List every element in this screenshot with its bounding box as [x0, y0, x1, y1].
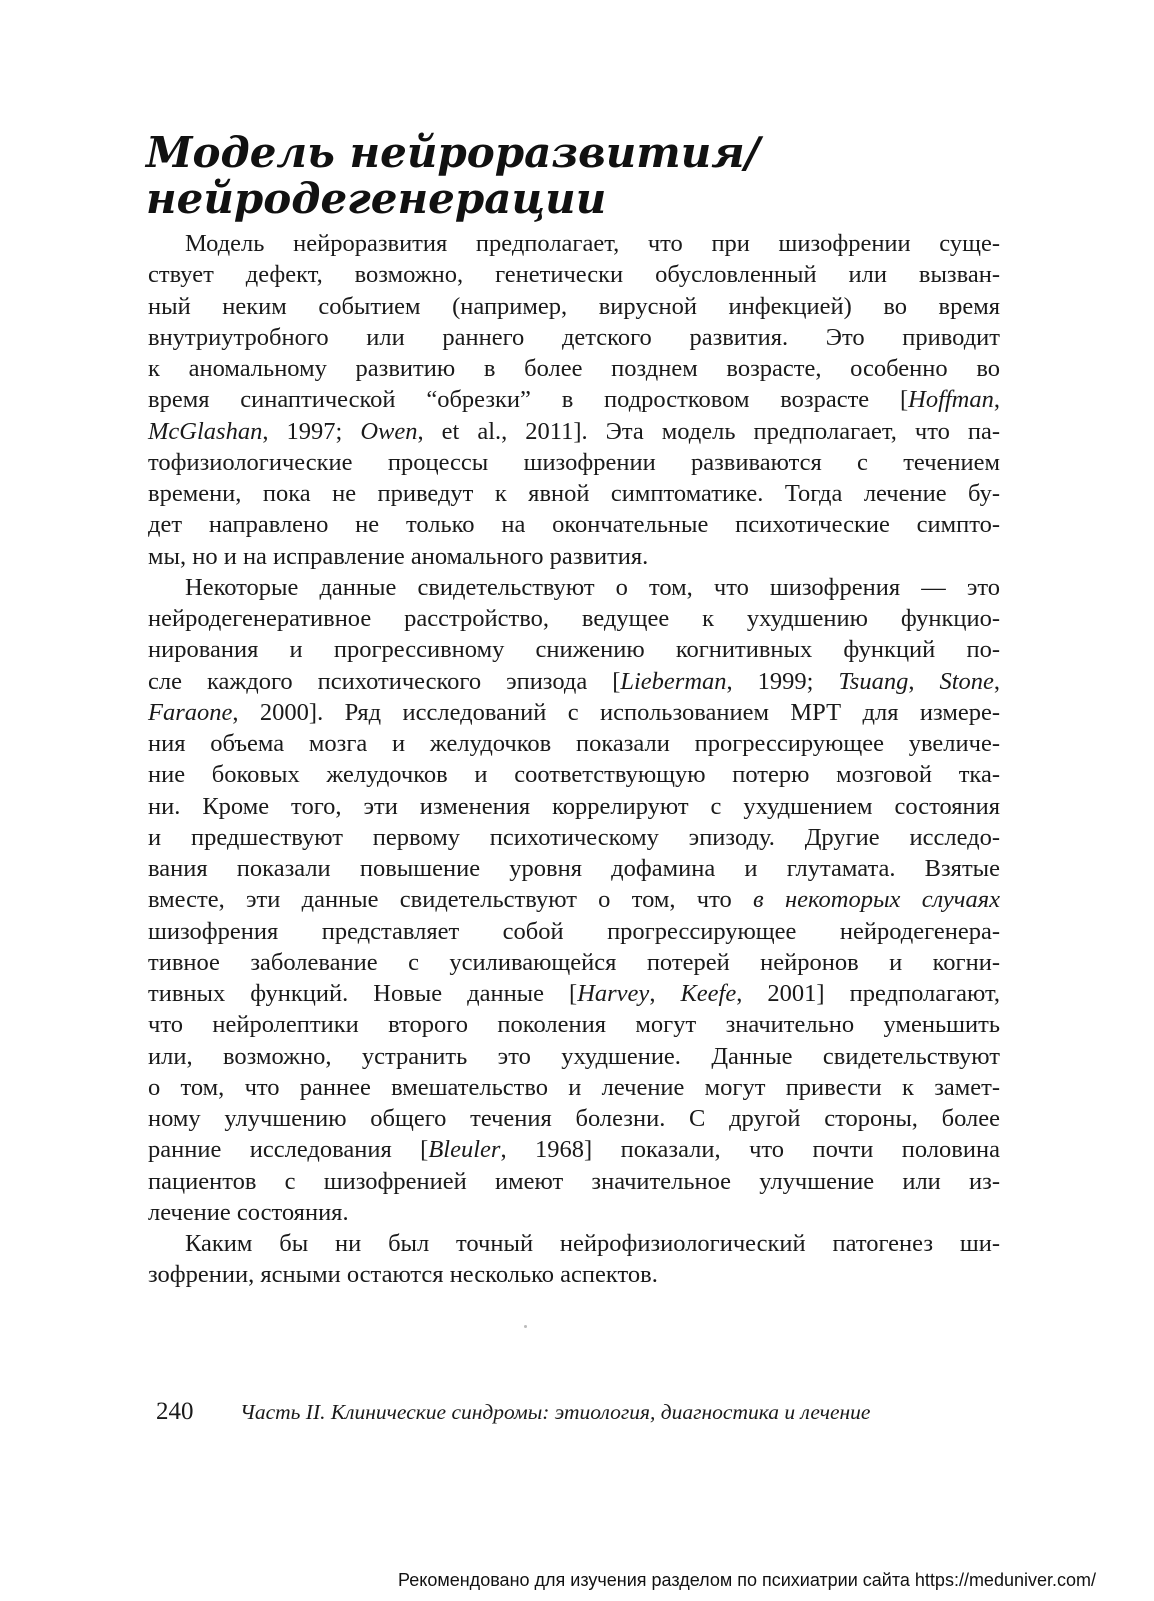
italic-citation: Bleuler: [428, 1136, 501, 1164]
italic-citation: Keefe: [680, 980, 737, 1007]
text-line: ный неким событием (например, вирусной инфекцией) во время: [148, 292, 1000, 320]
text-line: ния объема мозга и желудочков показали прогрессирующее увеличе-: [148, 730, 1000, 757]
text-segment: , 2000]. Ряд исследований с использованием МРТ для измере-: [232, 698, 1000, 726]
paragraph-2: [148, 572, 1000, 1228]
text-line: шизофрения представляет собой прогрессирующее нейродегенера-: [148, 917, 1000, 945]
text-segment: ранние исследования [: [148, 1136, 429, 1164]
watermark-text: Рекомендовано для изучения разделом по психиатрии сайта https://meduniver.com/: [398, 1570, 1096, 1590]
text-line: и предшествуют первому психотическому эпизоду. Другие исследо-: [148, 823, 1000, 851]
speck: [524, 1325, 527, 1328]
text-segment: , 1997;: [262, 417, 361, 445]
text-line: или, возможно, устранить это ухудшение. Данные свидетельствуют: [148, 1042, 1000, 1070]
italic-citation: Tsuang: [838, 667, 909, 695]
text-line: тофизиологические процессы шизофрении развиваются с течением: [148, 448, 1000, 476]
text-segment: , 1999;: [726, 667, 839, 695]
text-line: [148, 1134, 1000, 1165]
text-line: ствует дефект, возможно, генетически обусловленный или вызван-: [148, 261, 1000, 289]
text-line: тивное заболевание с усиливающейся потерей нейронов и когни-: [148, 948, 1000, 976]
body-text: [148, 228, 1000, 1291]
text-line: ние боковых желудочков и соответствующую потерю мозговой тка-: [148, 761, 1000, 789]
text-line: вания показали повышение уровня дофамина и глутамата. Взятые: [148, 855, 1000, 882]
text-line: [148, 697, 1000, 728]
section-title-line-1: Модель нейроразвития/: [146, 128, 761, 177]
text-line: к аномальному развитию в более позднем возрасте, особенно во: [148, 355, 1000, 382]
text-line: ни. Кроме того, эти изменения коррелируют с ухудшением состояния: [148, 792, 1000, 820]
text-line: о том, что раннее вмешательство и лечение могут привести к замет-: [148, 1073, 1000, 1101]
text-line: [148, 978, 1000, 1009]
text-segment: ,: [908, 667, 940, 695]
italic-citation: McGlashan: [148, 417, 263, 445]
text-line: нейродегенеративное расстройство, ведущее к ухудшению функцио-: [148, 605, 1000, 632]
text-line: что нейролептики второго поколения могут значительно уменьшить: [148, 1011, 1000, 1039]
text-segment: ,: [993, 386, 1000, 414]
paragraph-3: [148, 1228, 1000, 1291]
text-line: внутриутробного или раннего детского развития. Это приводит: [148, 323, 1000, 351]
text-line: [148, 666, 1000, 697]
text-line: лечение состояния.: [148, 1198, 349, 1226]
section-title: [146, 130, 1046, 222]
text-segment: время синаптической “обрезки” в подростковом возрасте [: [148, 386, 909, 414]
paragraph-1: [148, 228, 1000, 572]
page-number: 240: [156, 1398, 194, 1425]
italic-citation: Faraone: [148, 698, 233, 726]
text-line: Модель нейроразвития предполагает, что при шизофрении суще-: [185, 230, 1000, 257]
running-head: Часть II. Клинические синдромы: этиология, диагностика и лечение: [240, 1400, 871, 1424]
italic-citation: Harvey: [577, 980, 650, 1007]
text-segment: ,: [649, 980, 681, 1007]
text-line: времени, пока не приведут к явной симптоматике. Тогда лечение бу-: [148, 480, 1000, 507]
text-segment: тивных функций. Новые данные [: [148, 980, 578, 1007]
section-title-line-2: нейродегенерации: [146, 174, 607, 223]
italic-citation: Stone: [939, 667, 994, 695]
text-segment: , 2001] предполагают,: [736, 980, 1000, 1007]
italic-citation: в некоторых случаях: [753, 886, 1000, 914]
text-segment: , 1968] показали, что почти половина: [500, 1136, 1000, 1164]
text-line: [148, 416, 1000, 447]
text-line: [148, 884, 1000, 915]
text-segment: ,: [993, 667, 1001, 695]
text-line: зофрении, ясными остаются несколько аспектов.: [148, 1261, 658, 1289]
text-line: ному улучшению общего течения болезни. С другой стороны, более: [148, 1105, 1000, 1132]
text-segment: сле каждого психотического эпизода [: [148, 667, 621, 695]
italic-citation: Hoffman: [908, 386, 994, 414]
page-footer: [156, 1398, 986, 1426]
text-segment: , et al., 2011]. Эта модель предполагает, что па-: [417, 417, 1001, 445]
text-line: [148, 384, 1000, 415]
text-line: дет направлено не только на окончательные психотические симпто-: [148, 511, 1000, 539]
text-segment: вместе, эти данные свидетельствуют о том, что: [148, 886, 754, 914]
italic-citation: Lieberman: [620, 667, 727, 695]
text-line: Некоторые данные свидетельствуют о том, что шизофрения — это: [185, 573, 1000, 601]
text-line: нирования и прогрессивному снижению когнитивных функций по-: [148, 636, 1000, 664]
italic-citation: Owen: [360, 417, 418, 445]
text-line: пациентов с шизофренией имеют значительное улучшение или из-: [148, 1167, 1000, 1195]
text-line: мы, но и на исправление аномального развития.: [148, 542, 649, 570]
text-line: Каким бы ни был точный нейрофизиологический патогенез ши-: [185, 1230, 1000, 1257]
